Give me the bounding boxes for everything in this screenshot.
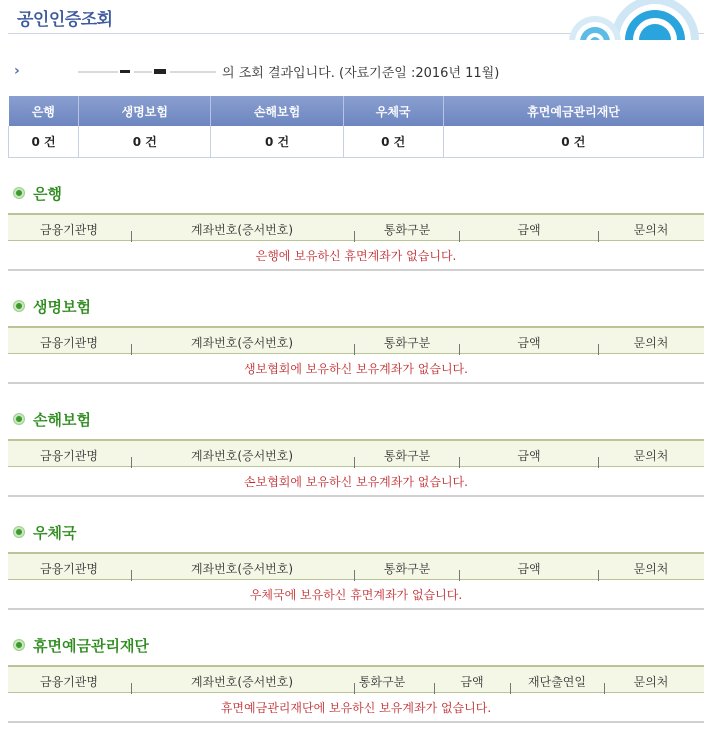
summary-header-bank: 은행: [9, 96, 79, 126]
col-foundation-date: 재단출연일: [528, 675, 586, 689]
summary-header-post-office: 우체국: [343, 96, 443, 126]
section-title: [8, 409, 704, 429]
col-amount: 금액: [517, 449, 541, 463]
section-title-text: 손해보험: [33, 410, 91, 429]
empty-message: 은행에 보유하신 휴면계좌가 없습니다.: [8, 241, 704, 271]
col-institution: 금융기관명: [40, 675, 98, 689]
grid-header: [8, 552, 704, 580]
col-contact: 문의처: [633, 449, 669, 463]
page-title: 공인인증조회: [17, 10, 113, 30]
section-life-insurance: [8, 296, 704, 384]
col-contact: 문의처: [633, 223, 669, 237]
col-contact: 문의처: [633, 336, 669, 350]
section-nonlife-insurance: [8, 409, 704, 497]
col-institution: 금융기관명: [40, 562, 98, 576]
col-institution: 금융기관명: [40, 223, 98, 237]
summary-table: [8, 96, 704, 158]
section-title-text: 은행: [33, 184, 62, 203]
col-institution: 금융기관명: [40, 449, 98, 463]
col-account-number: 계좌번호(증서번호): [190, 223, 294, 237]
grid-header: [8, 439, 704, 467]
page-header: [0, 0, 712, 38]
empty-message: 생보협회에 보유하신 보유계좌가 없습니다.: [8, 354, 704, 384]
summary-count-row: [9, 126, 704, 157]
col-amount: 금액: [517, 562, 541, 576]
bullet-icon: [14, 301, 24, 311]
empty-message: 휴면예금관리재단에 보유하신 보유계좌가 없습니다.: [8, 693, 704, 723]
col-institution: 금융기관명: [40, 336, 98, 350]
col-account-number: 계좌번호(증서번호): [190, 562, 294, 576]
col-account-number: 계좌번호(증서번호): [190, 675, 294, 689]
result-summary-line: [14, 60, 499, 82]
col-contact: 문의처: [633, 675, 669, 689]
bullet-icon: [14, 640, 24, 650]
summary-header-row: [9, 96, 704, 126]
summary-header-dormant-foundation: 휴면예금관리재단: [443, 96, 703, 126]
col-amount: 금액: [460, 675, 484, 689]
bullet-icon: [14, 527, 24, 537]
empty-message: 우체국에 보유하신 휴면계좌가 없습니다.: [8, 580, 704, 610]
col-account-number: 계좌번호(증서번호): [190, 336, 294, 350]
summary-count-bank: 0 건: [9, 126, 79, 157]
summary-count-dormant-foundation: 0 건: [443, 126, 703, 157]
grid-header: [8, 213, 704, 241]
section-bank: [8, 183, 704, 271]
col-currency: 통화구분: [383, 449, 431, 463]
section-title: [8, 296, 704, 316]
section-title: [8, 183, 704, 203]
summary-header-nonlife-insurance: 손해보험: [211, 96, 343, 126]
concentric-circles-decoration-icon: [560, 0, 700, 40]
result-text: 의 조회 결과입니다. (자료기준일 :2016년 11월): [222, 65, 500, 81]
col-currency: 통화구분: [358, 675, 406, 689]
grid-header: [8, 665, 704, 693]
col-account-number: 계좌번호(증서번호): [190, 449, 294, 463]
section-dormant-foundation: [8, 635, 704, 723]
chevron-right-icon: ›: [14, 63, 20, 79]
summary-count-nonlife-insurance: 0 건: [211, 126, 343, 157]
section-title: [8, 635, 704, 655]
section-title-text: 생명보험: [33, 297, 91, 316]
bullet-icon: [14, 414, 24, 424]
section-post-office: [8, 522, 704, 610]
col-amount: 금액: [517, 336, 541, 350]
summary-count-life-insurance: 0 건: [79, 126, 211, 157]
col-currency: 통화구분: [383, 336, 431, 350]
col-currency: 통화구분: [383, 223, 431, 237]
summary-count-post-office: 0 건: [343, 126, 443, 157]
col-currency: 통화구분: [383, 562, 431, 576]
bullet-icon: [14, 188, 24, 198]
section-title-text: 휴면예금관리재단: [33, 636, 149, 655]
empty-message: 손보협회에 보유하신 보유계좌가 없습니다.: [8, 467, 704, 497]
col-amount: 금액: [517, 223, 541, 237]
summary-header-life-insurance: 생명보험: [79, 96, 211, 126]
section-title: [8, 522, 704, 542]
col-contact: 문의처: [633, 562, 669, 576]
masked-user-name: [34, 64, 222, 78]
section-title-text: 우체국: [33, 523, 77, 542]
grid-header: [8, 326, 704, 354]
